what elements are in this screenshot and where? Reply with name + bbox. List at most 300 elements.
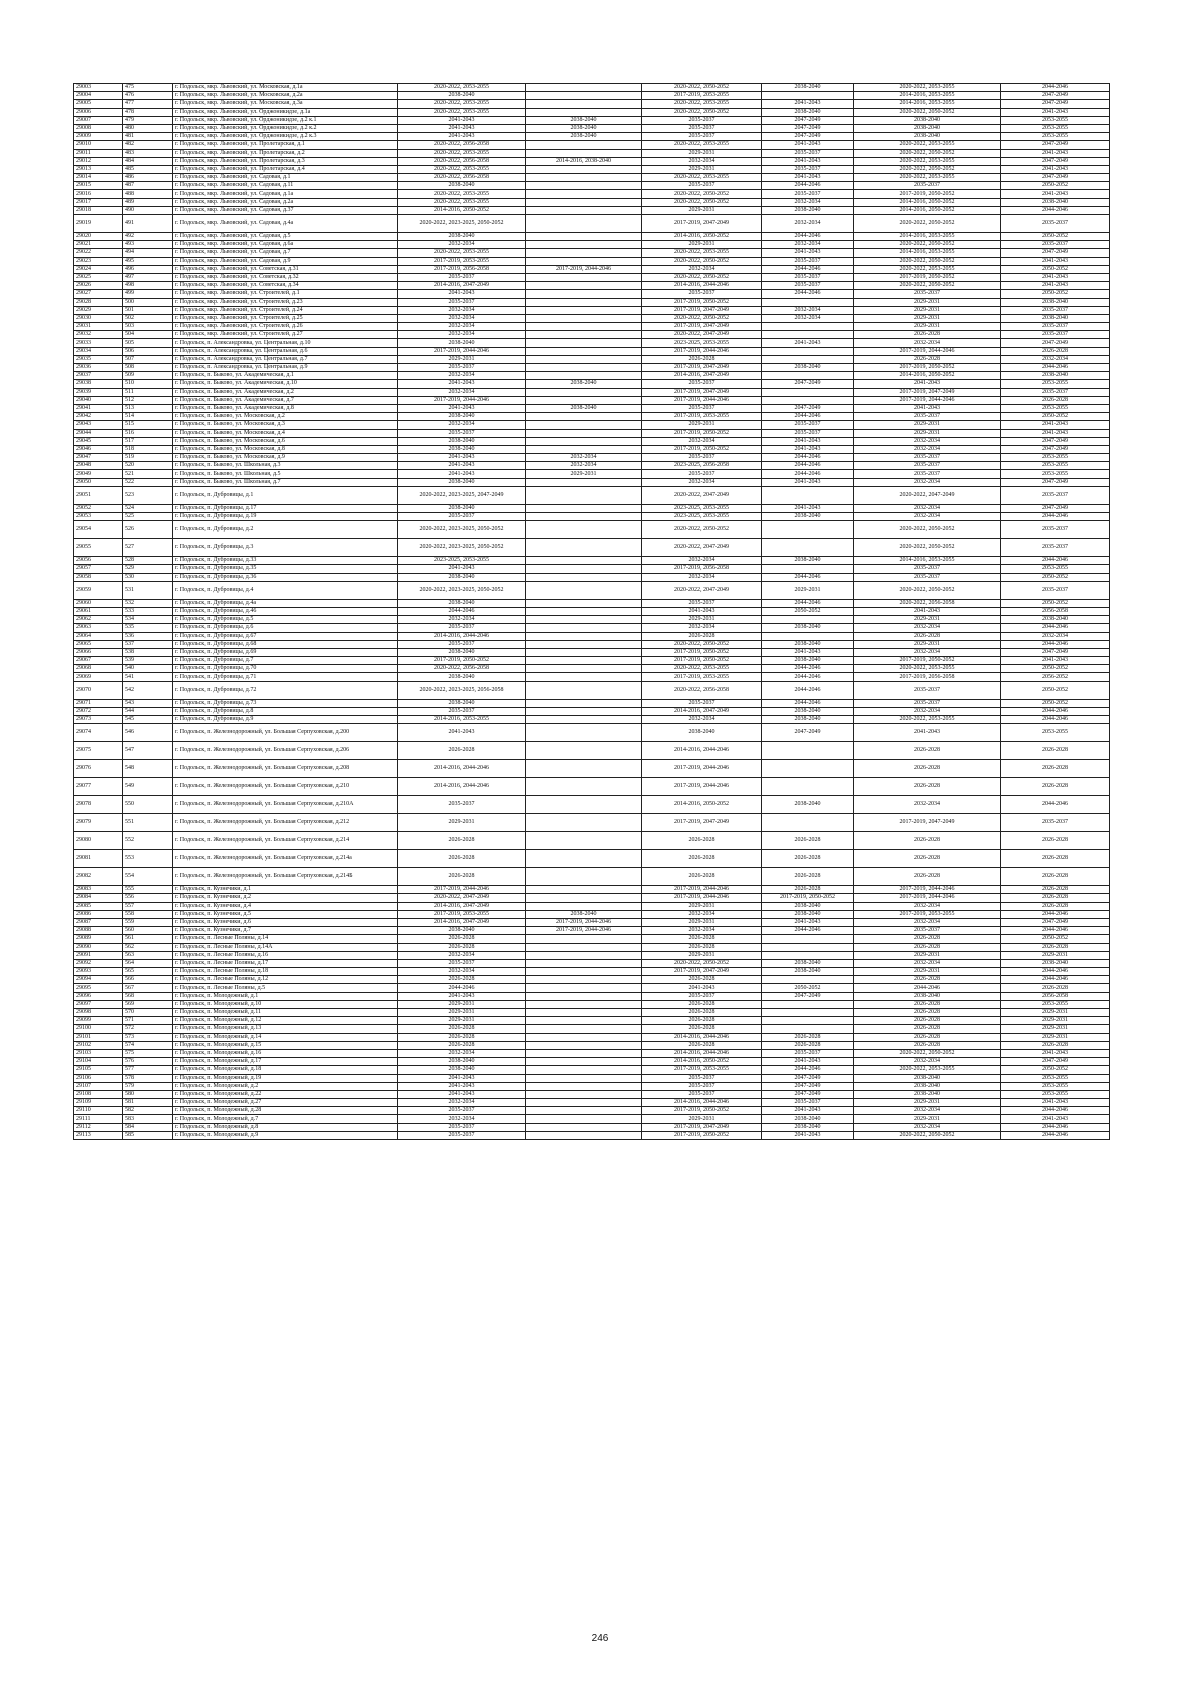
- period-cell-3: 2032-2034: [642, 624, 762, 632]
- period-cell-4: 2026-2028: [762, 850, 854, 868]
- period-cell-2: [526, 347, 642, 355]
- period-cell-1: 2041-2043: [398, 1090, 526, 1098]
- table-row: [74, 282, 1110, 290]
- period-cell-2: [526, 1123, 642, 1131]
- period-cell-5: 2020-2022, 2050-2052: [854, 521, 1001, 539]
- address-cell: г. Подольск, п. Дубровицы, д.4а: [173, 599, 398, 607]
- period-cell-2: 2014-2016, 2038-2040: [526, 157, 642, 165]
- period-cell-4: [762, 976, 854, 984]
- period-cell-6: 2041-2043: [1001, 657, 1110, 665]
- period-cell-3: 2032-2034: [642, 437, 762, 445]
- period-cell-2: 2029-2031: [526, 470, 642, 478]
- row-number-cell: 528: [123, 557, 173, 565]
- row-number-cell: 494: [123, 249, 173, 257]
- period-cell-5: 2035-2037: [854, 454, 1001, 462]
- row-number-cell: 542: [123, 681, 173, 699]
- period-cell-1: 2032-2034: [398, 314, 526, 322]
- address-cell: г. Подольск, п. Быково, ул. Академическая, д.1: [173, 372, 398, 380]
- table-row: [74, 215, 1110, 233]
- period-cell-5: 2020-2022, 2050-2052: [854, 581, 1001, 599]
- period-cell-1: 2035-2037: [398, 364, 526, 372]
- period-cell-3: 2017-2019, 2050-2052: [642, 445, 762, 453]
- table-row: [74, 778, 1110, 796]
- row-number-cell: 509: [123, 372, 173, 380]
- period-cell-5: 2014-2016, 2050-2052: [854, 206, 1001, 214]
- period-cell-3: 2020-2022, 2050-2052: [642, 108, 762, 116]
- row-id-cell: 29009: [74, 133, 123, 141]
- period-cell-1: 2020-2022, 2056-2058: [398, 174, 526, 182]
- row-id-cell: 29104: [74, 1058, 123, 1066]
- row-number-cell: 503: [123, 323, 173, 331]
- period-cell-3: 2035-2037: [642, 599, 762, 607]
- period-cell-6: 2047-2049: [1001, 339, 1110, 347]
- row-number-cell: 568: [123, 992, 173, 1000]
- row-id-cell: 29054: [74, 521, 123, 539]
- row-id-cell: 29034: [74, 347, 123, 355]
- period-cell-4: 2044-2046: [762, 665, 854, 673]
- period-cell-2: [526, 868, 642, 886]
- period-cell-6: 2047-2049: [1001, 437, 1110, 445]
- period-cell-1: 2014-2016, 2053-2055: [398, 716, 526, 724]
- row-number-cell: 554: [123, 868, 173, 886]
- period-cell-5: 2041-2043: [854, 607, 1001, 615]
- period-cell-5: 2035-2037: [854, 699, 1001, 707]
- period-cell-1: 2041-2043: [398, 124, 526, 132]
- period-cell-5: 2032-2034: [854, 902, 1001, 910]
- period-cell-1: 2014-2016, 2044-2046: [398, 760, 526, 778]
- period-cell-1: 2038-2040: [398, 339, 526, 347]
- period-cell-1: 2020-2022, 2056-2058: [398, 665, 526, 673]
- address-cell: г. Подольск, п. Железнодорожный, ул. Большая Серпуховская, д.214Б: [173, 868, 398, 886]
- period-cell-1: 2020-2022, 2053-2055: [398, 149, 526, 157]
- period-cell-2: [526, 943, 642, 951]
- period-cell-1: 2020-2022, 2053-2055: [398, 198, 526, 206]
- table-body: [74, 84, 1110, 1140]
- period-cell-2: [526, 331, 642, 339]
- row-id-cell: 29095: [74, 984, 123, 992]
- period-cell-5: 2020-2022, 2053-2055: [854, 716, 1001, 724]
- period-cell-6: 2053-2055: [1001, 133, 1110, 141]
- period-cell-2: [526, 364, 642, 372]
- period-cell-1: 2038-2040: [398, 92, 526, 100]
- period-cell-5: 2014-2016, 2053-2055: [854, 249, 1001, 257]
- period-cell-5: 2032-2034: [854, 918, 1001, 926]
- row-number-cell: 584: [123, 1123, 173, 1131]
- address-cell: г. Подольск, п. Кузнечики, д.4: [173, 902, 398, 910]
- address-cell: г. Подольск, п. Лесные Поляны, д.5: [173, 984, 398, 992]
- row-number-cell: 565: [123, 968, 173, 976]
- address-cell: г. Подольск, мкр. Львовский, ул. Орджоникидзе, д.2 к.3: [173, 133, 398, 141]
- period-cell-5: 2035-2037: [854, 573, 1001, 581]
- period-cell-4: 2044-2046: [762, 573, 854, 581]
- period-cell-5: 2017-2019, 2044-2046: [854, 894, 1001, 902]
- period-cell-2: [526, 429, 642, 437]
- period-cell-1: 2032-2034: [398, 372, 526, 380]
- period-cell-1: 2038-2040: [398, 1066, 526, 1074]
- period-cell-6: 2050-2052: [1001, 573, 1110, 581]
- table-row: [74, 902, 1110, 910]
- period-cell-2: [526, 198, 642, 206]
- period-cell-3: 2032-2034: [642, 927, 762, 935]
- period-cell-3: 2035-2037: [642, 992, 762, 1000]
- period-cell-1: 2032-2034: [398, 331, 526, 339]
- period-cell-6: 2032-2034: [1001, 355, 1110, 363]
- period-cell-2: [526, 796, 642, 814]
- table-row: [74, 918, 1110, 926]
- address-cell: г. Подольск, п. Быково, ул. Школьная, д.7: [173, 478, 398, 486]
- period-cell-2: 2017-2019, 2044-2046: [526, 918, 642, 926]
- period-cell-4: 2047-2049: [762, 1090, 854, 1098]
- row-number-cell: 573: [123, 1033, 173, 1041]
- row-number-cell: 582: [123, 1107, 173, 1115]
- row-id-cell: 29090: [74, 943, 123, 951]
- period-cell-5: 2020-2022, 2050-2052: [854, 539, 1001, 557]
- schedule-table: [73, 83, 1110, 1140]
- row-number-cell: 555: [123, 886, 173, 894]
- row-number-cell: 475: [123, 84, 173, 92]
- period-cell-2: [526, 573, 642, 581]
- period-cell-3: 2017-2019, 2044-2046: [642, 347, 762, 355]
- row-number-cell: 502: [123, 314, 173, 322]
- period-cell-2: [526, 396, 642, 404]
- period-cell-5: 2041-2043: [854, 404, 1001, 412]
- period-cell-3: 2029-2031: [642, 241, 762, 249]
- period-cell-1: 2044-2046: [398, 984, 526, 992]
- period-cell-6: 2026-2028: [1001, 347, 1110, 355]
- address-cell: г. Подольск, п. Молодежный, д.27: [173, 1099, 398, 1107]
- period-cell-6: 2047-2049: [1001, 504, 1110, 512]
- address-cell: г. Подольск, мкр. Львовский, ул. Пролетарская, д.3: [173, 157, 398, 165]
- row-number-cell: 484: [123, 157, 173, 165]
- period-cell-5: 2020-2022, 2050-2052: [854, 257, 1001, 265]
- period-cell-3: 2032-2034: [642, 573, 762, 581]
- address-cell: г. Подольск, п. Быково, ул. Московская, д.2: [173, 413, 398, 421]
- address-cell: г. Подольск, мкр. Львовский, ул. Орджоникидзе, д.1а: [173, 108, 398, 116]
- period-cell-1: 2035-2037: [398, 1123, 526, 1131]
- address-cell: г. Подольск, мкр. Львовский, ул. Пролетарская, д.4: [173, 165, 398, 173]
- period-cell-3: 2041-2043: [642, 984, 762, 992]
- period-cell-6: 2026-2028: [1001, 850, 1110, 868]
- period-cell-6: 2044-2046: [1001, 716, 1110, 724]
- row-id-cell: 29101: [74, 1033, 123, 1041]
- period-cell-6: 2053-2055: [1001, 1074, 1110, 1082]
- address-cell: г. Подольск, мкр. Львовский, ул. Садовая, д.1а: [173, 190, 398, 198]
- row-id-cell: 29066: [74, 648, 123, 656]
- period-cell-2: [526, 257, 642, 265]
- row-number-cell: 489: [123, 198, 173, 206]
- period-cell-3: 2035-2037: [642, 1074, 762, 1082]
- period-cell-2: [526, 339, 642, 347]
- table-row: [74, 290, 1110, 298]
- table-row: [74, 796, 1110, 814]
- row-number-cell: 488: [123, 190, 173, 198]
- table-row: [74, 1090, 1110, 1098]
- period-cell-3: 2014-2016, 2050-2052: [642, 233, 762, 241]
- period-cell-5: 2029-2031: [854, 968, 1001, 976]
- row-id-cell: 29065: [74, 640, 123, 648]
- table-row: [74, 182, 1110, 190]
- period-cell-4: [762, 521, 854, 539]
- table-row: [74, 640, 1110, 648]
- period-cell-3: 2026-2028: [642, 1041, 762, 1049]
- row-id-cell: 29007: [74, 116, 123, 124]
- table-row: [74, 850, 1110, 868]
- period-cell-4: 2044-2046: [762, 182, 854, 190]
- row-id-cell: 29037: [74, 372, 123, 380]
- period-cell-3: 2017-2019, 2047-2049: [642, 388, 762, 396]
- period-cell-1: 2017-2019, 2056-2058: [398, 265, 526, 273]
- period-cell-4: 2041-2043: [762, 1058, 854, 1066]
- period-cell-6: 2050-2052: [1001, 1066, 1110, 1074]
- address-cell: г. Подольск, мкр. Львовский, ул. Строителей, д.1: [173, 290, 398, 298]
- period-cell-1: 2041-2043: [398, 133, 526, 141]
- period-cell-1: 2041-2043: [398, 1074, 526, 1082]
- period-cell-5: 2038-2040: [854, 1074, 1001, 1082]
- table-row: [74, 331, 1110, 339]
- period-cell-4: 2041-2043: [762, 100, 854, 108]
- period-cell-6: 2050-2052: [1001, 665, 1110, 673]
- period-cell-1: 2035-2037: [398, 1107, 526, 1115]
- period-cell-3: 2023-2025, 2053-2055: [642, 513, 762, 521]
- table-row: [74, 100, 1110, 108]
- period-cell-4: 2041-2043: [762, 918, 854, 926]
- row-id-cell: 29085: [74, 902, 123, 910]
- period-cell-6: 2047-2049: [1001, 100, 1110, 108]
- period-cell-3: 2026-2028: [642, 850, 762, 868]
- period-cell-4: 2047-2049: [762, 1074, 854, 1082]
- period-cell-2: [526, 1009, 642, 1017]
- row-id-cell: 29026: [74, 282, 123, 290]
- row-id-cell: 29043: [74, 421, 123, 429]
- address-cell: г. Подольск, п. Кузнечики, д.6: [173, 918, 398, 926]
- row-id-cell: 29062: [74, 616, 123, 624]
- period-cell-1: 2029-2031: [398, 1017, 526, 1025]
- period-cell-5: 2026-2028: [854, 935, 1001, 943]
- row-id-cell: 29052: [74, 504, 123, 512]
- address-cell: г. Подольск, мкр. Львовский, ул. Строителей, д.24: [173, 306, 398, 314]
- table-row: [74, 1033, 1110, 1041]
- row-id-cell: 29056: [74, 557, 123, 565]
- period-cell-2: [526, 648, 642, 656]
- row-id-cell: 29091: [74, 951, 123, 959]
- row-id-cell: 29046: [74, 445, 123, 453]
- table-row: [74, 760, 1110, 778]
- period-cell-4: 2041-2043: [762, 504, 854, 512]
- row-id-cell: 29108: [74, 1090, 123, 1098]
- table-row: [74, 396, 1110, 404]
- period-cell-2: [526, 1058, 642, 1066]
- period-cell-1: 2032-2034: [398, 306, 526, 314]
- row-number-cell: 490: [123, 206, 173, 214]
- period-cell-2: [526, 673, 642, 681]
- period-cell-1: 2035-2037: [398, 959, 526, 967]
- period-cell-6: 2041-2043: [1001, 1099, 1110, 1107]
- row-number-cell: 518: [123, 445, 173, 453]
- period-cell-6: 2026-2028: [1001, 1041, 1110, 1049]
- period-cell-1: 2014-2016, 2047-2049: [398, 918, 526, 926]
- table-row: [74, 380, 1110, 388]
- address-cell: г. Подольск, мкр. Львовский, ул. Пролетарская, д.2: [173, 149, 398, 157]
- period-cell-1: 2020-2022, 2023-2025, 2050-2052: [398, 215, 526, 233]
- period-cell-4: 2035-2037: [762, 429, 854, 437]
- period-cell-4: 2038-2040: [762, 108, 854, 116]
- period-cell-3: 2032-2034: [642, 716, 762, 724]
- period-cell-6: 2041-2043: [1001, 429, 1110, 437]
- row-id-cell: 29098: [74, 1009, 123, 1017]
- period-cell-1: 2038-2040: [398, 445, 526, 453]
- period-cell-2: [526, 640, 642, 648]
- period-cell-5: 2014-2016, 2053-2055: [854, 233, 1001, 241]
- period-cell-4: 2041-2043: [762, 478, 854, 486]
- period-cell-5: 2035-2037: [854, 462, 1001, 470]
- period-cell-1: 2032-2034: [398, 1049, 526, 1057]
- period-cell-3: 2017-2019, 2056-2058: [642, 565, 762, 573]
- period-cell-4: 2044-2046: [762, 599, 854, 607]
- table-row: [74, 657, 1110, 665]
- period-cell-3: 2017-2019, 2044-2046: [642, 396, 762, 404]
- period-cell-4: 2041-2043: [762, 1131, 854, 1139]
- period-cell-2: [526, 190, 642, 198]
- period-cell-6: 2026-2028: [1001, 868, 1110, 886]
- period-cell-3: 2026-2028: [642, 976, 762, 984]
- row-number-cell: 529: [123, 565, 173, 573]
- period-cell-5: 2026-2028: [854, 778, 1001, 796]
- row-number-cell: 585: [123, 1131, 173, 1139]
- address-cell: г. Подольск, мкр. Львовский, ул. Садовая, д.9: [173, 257, 398, 265]
- period-cell-5: 2020-2022, 2053-2055: [854, 84, 1001, 92]
- row-id-cell: 29055: [74, 539, 123, 557]
- period-cell-5: 2026-2028: [854, 742, 1001, 760]
- row-number-cell: 549: [123, 778, 173, 796]
- period-cell-5: 2029-2031: [854, 314, 1001, 322]
- period-cell-1: 2017-2019, 2053-2055: [398, 910, 526, 918]
- row-number-cell: 498: [123, 282, 173, 290]
- period-cell-6: 2050-2052: [1001, 699, 1110, 707]
- row-number-cell: 499: [123, 290, 173, 298]
- period-cell-6: 2038-2040: [1001, 616, 1110, 624]
- period-cell-2: [526, 599, 642, 607]
- period-cell-5: 2020-2022, 2053-2055: [854, 157, 1001, 165]
- address-cell: г. Подольск, п. Александровка, ул. Центральная, д.7: [173, 355, 398, 363]
- address-cell: г. Подольск, п. Быково, ул. Академическая, д.10: [173, 380, 398, 388]
- period-cell-3: 2026-2028: [642, 943, 762, 951]
- table-row: [74, 1017, 1110, 1025]
- period-cell-6: 2029-2031: [1001, 1017, 1110, 1025]
- period-cell-3: 2020-2022, 2050-2052: [642, 273, 762, 281]
- period-cell-3: 2020-2022, 2053-2055: [642, 665, 762, 673]
- period-cell-1: 2038-2040: [398, 573, 526, 581]
- period-cell-6: 2053-2055: [1001, 565, 1110, 573]
- period-cell-3: 2017-2019, 2047-2049: [642, 306, 762, 314]
- period-cell-4: 2038-2040: [762, 959, 854, 967]
- period-cell-6: 2050-2052: [1001, 290, 1110, 298]
- address-cell: г. Подольск, п. Молодежный, д.8: [173, 1123, 398, 1131]
- row-number-cell: 571: [123, 1017, 173, 1025]
- period-cell-4: [762, 1009, 854, 1017]
- row-id-cell: 29073: [74, 716, 123, 724]
- address-cell: г. Подольск, мкр. Львовский, ул. Строителей, д.26: [173, 323, 398, 331]
- period-cell-1: 2038-2040: [398, 648, 526, 656]
- period-cell-1: 2038-2040: [398, 233, 526, 241]
- period-cell-6: 2026-2028: [1001, 943, 1110, 951]
- period-cell-6: 2047-2049: [1001, 174, 1110, 182]
- row-id-cell: 29016: [74, 190, 123, 198]
- row-id-cell: 29082: [74, 868, 123, 886]
- row-number-cell: 517: [123, 437, 173, 445]
- period-cell-5: 2020-2022, 2050-2052: [854, 241, 1001, 249]
- address-cell: г. Подольск, п. Молодежный, д.15: [173, 1041, 398, 1049]
- table-row: [74, 1107, 1110, 1115]
- period-cell-4: 2035-2037: [762, 190, 854, 198]
- period-cell-3: 2029-2031: [642, 165, 762, 173]
- period-cell-4: 2047-2049: [762, 1082, 854, 1090]
- row-number-cell: 569: [123, 1000, 173, 1008]
- period-cell-4: 2038-2040: [762, 557, 854, 565]
- period-cell-1: 2017-2019, 2050-2052: [398, 657, 526, 665]
- row-number-cell: 478: [123, 108, 173, 116]
- address-cell: г. Подольск, п. Дубровицы, д.72: [173, 681, 398, 699]
- row-number-cell: 561: [123, 935, 173, 943]
- row-id-cell: 29078: [74, 796, 123, 814]
- table-row: [74, 707, 1110, 715]
- period-cell-3: 2020-2022, 2053-2055: [642, 100, 762, 108]
- period-cell-5: 2017-2019, 2047-2049: [854, 814, 1001, 832]
- period-cell-3: 2035-2037: [642, 404, 762, 412]
- row-id-cell: 29058: [74, 573, 123, 581]
- table-row: [74, 1131, 1110, 1139]
- period-cell-6: 2026-2028: [1001, 894, 1110, 902]
- address-cell: г. Подольск, п. Железнодорожный, ул. Большая Серпуховская, д.208: [173, 760, 398, 778]
- period-cell-2: [526, 372, 642, 380]
- row-id-cell: 29097: [74, 1000, 123, 1008]
- period-cell-4: 2035-2037: [762, 282, 854, 290]
- period-cell-3: 2029-2031: [642, 206, 762, 214]
- period-cell-6: 2053-2055: [1001, 116, 1110, 124]
- row-id-cell: 29029: [74, 306, 123, 314]
- period-cell-3: 2017-2019, 2053-2055: [642, 92, 762, 100]
- period-cell-2: [526, 565, 642, 573]
- period-cell-2: [526, 84, 642, 92]
- period-cell-6: 2053-2055: [1001, 1000, 1110, 1008]
- period-cell-5: 2026-2028: [854, 976, 1001, 984]
- period-cell-2: 2038-2040: [526, 404, 642, 412]
- period-cell-6: 2026-2028: [1001, 902, 1110, 910]
- period-cell-6: 2053-2055: [1001, 454, 1110, 462]
- period-cell-3: 2029-2031: [642, 902, 762, 910]
- period-cell-6: 2044-2046: [1001, 206, 1110, 214]
- period-cell-1: 2041-2043: [398, 380, 526, 388]
- period-cell-5: 2026-2028: [854, 868, 1001, 886]
- row-id-cell: 29010: [74, 141, 123, 149]
- row-number-cell: 522: [123, 478, 173, 486]
- period-cell-6: 2044-2046: [1001, 557, 1110, 565]
- period-cell-2: 2017-2019, 2044-2046: [526, 265, 642, 273]
- row-number-cell: 491: [123, 215, 173, 233]
- address-cell: г. Подольск, мкр. Львовский, ул. Садовая, д.4а: [173, 215, 398, 233]
- period-cell-3: 2026-2028: [642, 868, 762, 886]
- row-number-cell: 533: [123, 607, 173, 615]
- period-cell-3: 2017-2019, 2050-2052: [642, 429, 762, 437]
- table-row: [74, 124, 1110, 132]
- row-id-cell: 29030: [74, 314, 123, 322]
- table-row: [74, 149, 1110, 157]
- period-cell-3: 2020-2022, 2053-2055: [642, 174, 762, 182]
- period-cell-1: 2038-2040: [398, 478, 526, 486]
- period-cell-5: 2035-2037: [854, 565, 1001, 573]
- address-cell: г. Подольск, п. Дубровицы, д.6: [173, 624, 398, 632]
- period-cell-4: 2044-2046: [762, 681, 854, 699]
- address-cell: г. Подольск, п. Дубровицы, д.1: [173, 486, 398, 504]
